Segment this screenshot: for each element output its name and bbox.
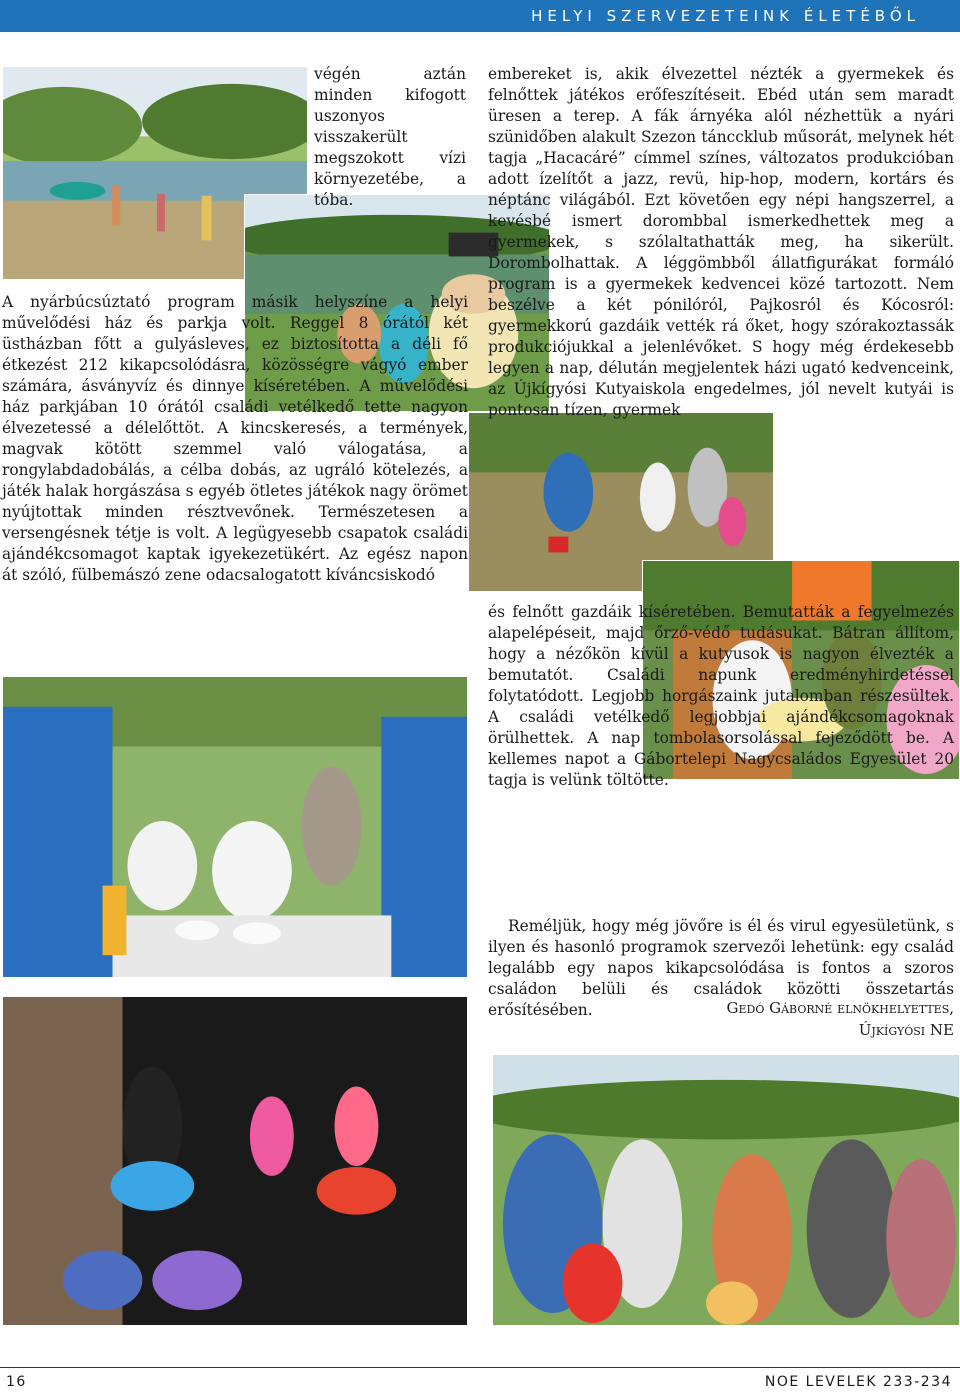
photo-blindfold-game bbox=[2, 676, 468, 978]
publication-name: NOE LEVELEK 233-234 bbox=[764, 1374, 952, 1390]
page-number: 16 bbox=[6, 1374, 27, 1390]
section-header bbox=[0, 0, 960, 32]
article-signature-org: Újkígyósi NE bbox=[858, 1021, 954, 1039]
photo-dancers bbox=[2, 996, 468, 1326]
article-right-para1: embereket is, akik élvezettel nézték a gyermekek és felnőttek játékos erőfeszítéseit. Ebéd után sem maradt üresen a terep. A fák árnyéka alól nézhettük a nyári szünidőben alakult Szezon tánccklub műsorát, melynek hét tagja „Hacacáré” címmel színes, változatos produkcióban adott ízelítőt a jazz, revü, hip-hop, modern, kortárs és néptánc világából. Ezt követően egy népi hangszerrel, a kevésbé ismert dorombbal ismerkedhettek meg a gyermekek, s szólaltathatták meg, ha sikerült. Dorombolhattak. A léggömbből állatfigurákat formáló program is a gyermekek kedvencei közé tartozott. Nem beszélve a két pónilóról, Pajkosról és Kócosról: gyermekkorú gazdáik vették rá őket, hogy szórakoztassák produkciójukkal a jelenlévőket. S hogy még érdekesebb legyen a nap, délután megjelentek házi ugató kedvenceink, az Újkígyósi Kutyaiskola engedelmes, jól nevelt kutyái is pontosan tízen, gyermek bbox=[488, 65, 954, 419]
article-right-para2: és felnőtt gazdáik kíséretében. Bemutatták a fegyelmezés alapelépéseit, majd őrző-védő tudásukat. Bátran állítom, hogy a nézőkön kívül a kutyusok is nagyon élvezték a bemutatót. Családi napunk eredményhirdetéssel folytatódott. Legjobb horgászaink jutalomban részesültek. A családi vetélkedő legjobbjai ajándékcsomagoknak örülhettek. A nap tombolasorsolással fejeződött be. A kellemes napot a Gábortelepi Nagycsaládos Egyesület 20 tagja is velünk töltötte. bbox=[488, 603, 954, 789]
section-title: HELYI SZERVEZETEINK ÉLETÉBŐL bbox=[531, 7, 920, 25]
footer-divider bbox=[0, 1367, 960, 1368]
photo-children-crowd bbox=[492, 1054, 960, 1326]
article-signature-name: Gedó Gáborné elnökhelyettes, bbox=[726, 999, 954, 1017]
article-left-para: A nyárbúcsúztató program másik helyszíne a helyi művelődési ház és parkja volt. Reggel 8 órától két üstházban főtt a gulyásleves, ez biztosította a déli fő étkezést 212 kikapcsolódásra, közösségre vágyó ember számára, ásványvíz és dinnye kíséretében. A művelődési ház parkjában 10 órától családi vetélkedő tette nagyon élvezetessé a délelőttöt. A kincskeresés, a termények, magvak kötött szemmel való válogatása, a rongylabdadobálás, a célba dobás, az ugráló kötelezés, a játék halak horgászása s egyéb ötletes játékok nagy örömet nyújtottak minden résztvevőnek. Természetesen a versengésnek tétje is volt. A legügyesebb csapatok családi ajándékcsomagot kaptak igyekezetükért. Az egész napon át szóló, fülbemászó zene odacsalogatott kíváncsiskodó bbox=[2, 293, 468, 584]
article-right-para3: Reméljük, hogy még jövőre is él és virul egyesületünk, s ilyen és hasonló programok szervezői lehetünk: egy család legalább egy napos kikapcsolódása is fontos a szoros családon belüli és családok közötti összetartás erősítésében. bbox=[488, 917, 954, 1019]
article-intro-tail: végén aztán minden kifogott uszonyos visszakerült megszokott vízi környezetébe, a tóba. bbox=[314, 65, 466, 209]
